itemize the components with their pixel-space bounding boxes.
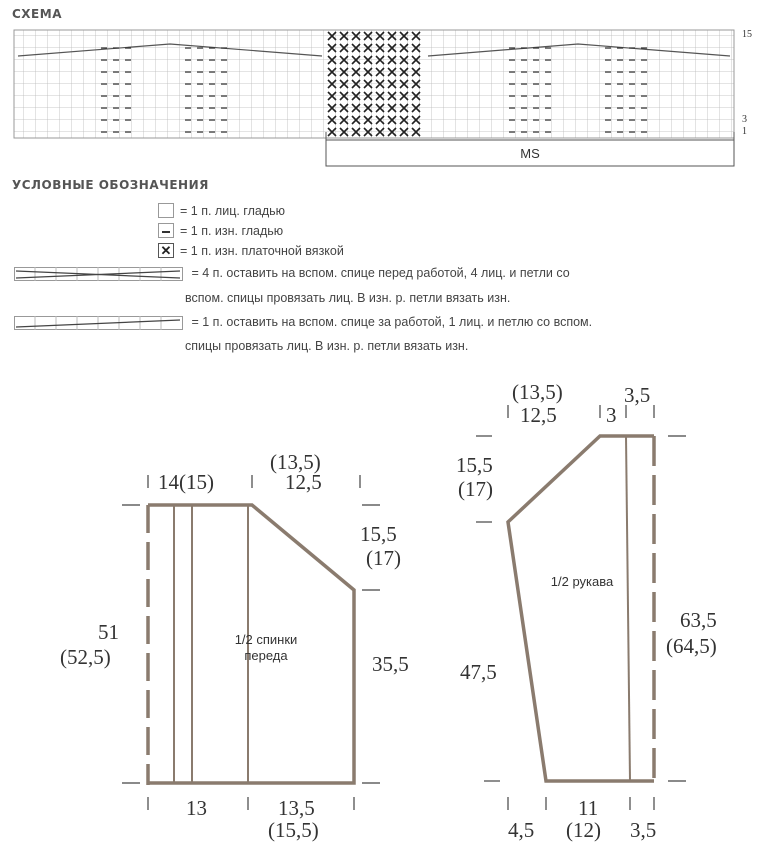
purl-dash-icon: [158, 223, 174, 238]
dim-sleeve-bottom-left: 4,5: [508, 818, 535, 842]
cable-1-icon: [14, 316, 184, 330]
ms-label: MS: [520, 146, 540, 161]
dim-side: 35,5: [372, 652, 409, 676]
sleeve-inner-line: [626, 436, 630, 781]
dim-bottom-right: 13,5: [278, 796, 315, 820]
legend-text-continued: вспом. спицы провязать лиц. В изн. р. петли вязать изн.: [185, 291, 511, 305]
row-number-15: 15: [742, 29, 752, 40]
dim-sleeve-bottom-mid: 11: [578, 796, 599, 820]
dim-top-width: 14(15): [158, 470, 214, 494]
knit-square-icon: [158, 203, 174, 218]
dim-neck-alt: (13,5): [270, 450, 321, 474]
dim-sleeve-top-right: 3,5: [624, 383, 651, 407]
chart-heading: СХЕМА: [12, 7, 62, 21]
legend-text-continued: спицы провязать лиц. В изн. р. петли вязать изн.: [185, 339, 469, 353]
legend-item-purl: [158, 223, 283, 238]
dim-sleeve-bottom-right: 3,5: [630, 818, 657, 842]
sleeve-piece-label: 1/2 рукава: [550, 574, 614, 589]
legend-text: = 1 п. лиц. гладью: [180, 203, 286, 218]
legend-item-cable4: [14, 266, 570, 281]
dim-shoulder-h: 15,5: [360, 522, 397, 546]
dim-bottom-left: 13: [186, 796, 207, 820]
dim-sleeve-top-small: 3: [606, 403, 617, 427]
legend-item-cable1: [14, 315, 592, 330]
dim-sleeve-length: 63,5: [680, 608, 717, 632]
legend-text: = 4 п. оставить на вспом. спице перед работой, 4 лиц. и петли со: [191, 266, 570, 280]
dim-bottom-right-alt: (15,5): [268, 818, 319, 842]
dim-height-alt: (52,5): [60, 645, 111, 669]
dim-shoulder-h-alt: (17): [366, 546, 401, 570]
dim-sleeve-cap: 15,5: [456, 453, 493, 477]
legend-heading: УСЛОВНЫЕ ОБОЗНАЧЕНИЯ: [12, 178, 209, 192]
dim-sleeve-slope: 47,5: [460, 660, 497, 684]
sleeve-piece-outline: [508, 436, 654, 781]
garter-cross-icon: ✕: [158, 243, 174, 258]
legend-text: = 1 п. изн. платочной вязкой: [180, 243, 344, 258]
legend-item-knit: [158, 203, 285, 218]
dim-sleeve-top: 12,5: [520, 403, 557, 427]
row-number-1: 1: [742, 126, 747, 137]
legend-text: = 1 п. изн. гладью: [180, 223, 284, 238]
cable-4-icon: [14, 267, 184, 281]
dim-sleeve-top-alt: (13,5): [512, 380, 563, 404]
dim-sleeve-length-alt: (64,5): [666, 634, 717, 658]
legend-item-garter: [158, 243, 344, 258]
legend-text: = 1 п. оставить на вспом. спице за работой, 1 лиц. и петлю со вспом.: [191, 315, 593, 329]
dim-neck: 12,5: [285, 470, 322, 494]
dim-height: 51: [98, 620, 119, 644]
row-number-3: 3: [742, 114, 747, 125]
dim-sleeve-cap-alt: (17): [458, 477, 493, 501]
dim-sleeve-bottom-mid-alt: (12): [566, 818, 601, 842]
back-piece-label: 1/2 спинки переда: [234, 632, 298, 663]
